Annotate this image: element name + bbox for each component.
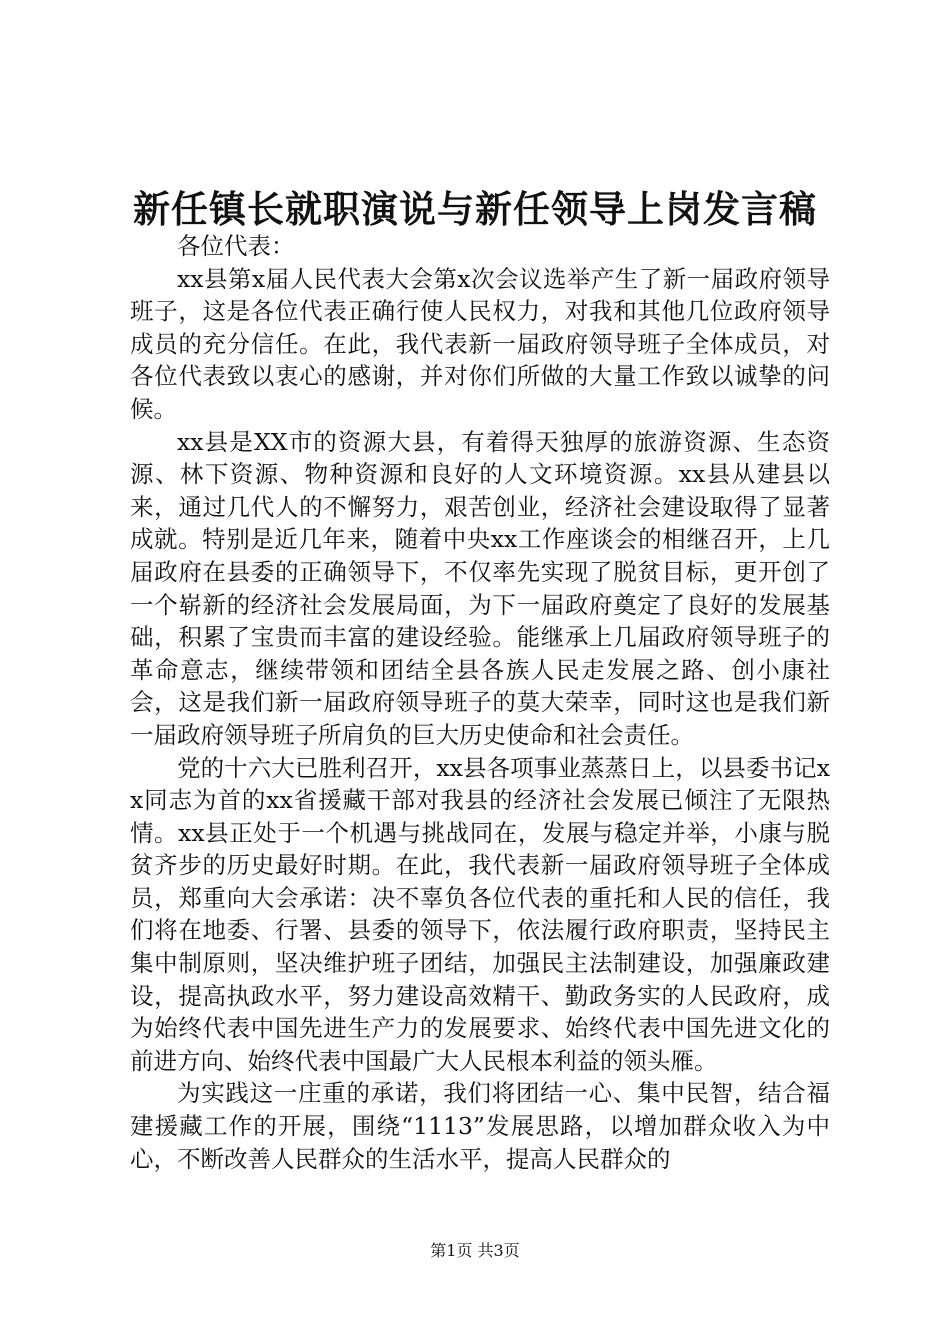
body-paragraph: xx县是XX市的资源大县，有着得天独厚的旅游资源、生态资源、林下资源、物种资源和良好的人文环境资源。xx县从建县以来，通过几代人的不懈努力，艰苦创业，经济社会建设取得了显著成就。特别是近几年来，随着中央xx工作座谈会的相继召开，上几届政府在县委的正确领导下，不仅率先实现了脱贫目标，更开创了一个崭新的经济社会发展局面，为下一届政府奠定了良好的发展基础，积累了宝贵而丰富的建设经验。能继承上几届政府领导班子的革命意志，继续带领和团结全县各族人民走发展之路、创小康社会，这是我们新一届政府领导班子的莫大荣幸，同时这也是我们新一届政府领导班子所肩负的巨大历史使命和社会责任。 xyxy=(130,427,830,749)
body-paragraph: xx县第x届人民代表大会第x次会议选举产生了新一届政府领导班子，这是各位代表正确行使人民权力，对我和其他几位政府领导成员的充分信任。在此，我代表新一届政府领导班子全体成员，对各位代表致以衷心的感谢，并对你们所做的大量工作致以诚挚的问候。 xyxy=(130,264,830,423)
body-paragraph: 为实践这一庄重的承诺，我们将团结一心、集中民智，结合福建援藏工作的开展，围绕“1113”发展思路，以增加群众收入为中心，不断改善人民群众的生活水平，提高人民群众的 xyxy=(130,1079,830,1173)
page-number-footer: 第1页 共3页 xyxy=(430,1241,520,1260)
body-paragraph: 党的十六大已胜利召开，xx县各项事业蒸蒸日上，以县委书记xx同志为首的xx省援藏干部对我县的经济社会发展已倾注了无限热情。xx县正处于一个机遇与挑战同在，发展与稳定并举，小康与脱贫齐步的历史最好时期。在此，我代表新一届政府领导班子全体成员，郑重向大会承诺：决不辜负各位代表的重托和人民的信任，我们将在地委、行署、县委的领导下，依法履行政府职责，坚持民主集中制原则，坚决维护班子团结，加强民主法制建设，加强廉政建设，提高执政水平，努力建设高效精干、勤政务实的人民政府，成为始终代表中国先进生产力的发展要求、始终代表中国先进文化的前进方向、始终代表中国最广大人民根本利益的领头雁。 xyxy=(130,753,830,1075)
document-title: 新任镇长就职演说与新任领导上岗发言稿 xyxy=(133,188,817,231)
salutation-paragraph: 各位代表： xyxy=(177,232,295,260)
document-body xyxy=(130,230,830,1175)
